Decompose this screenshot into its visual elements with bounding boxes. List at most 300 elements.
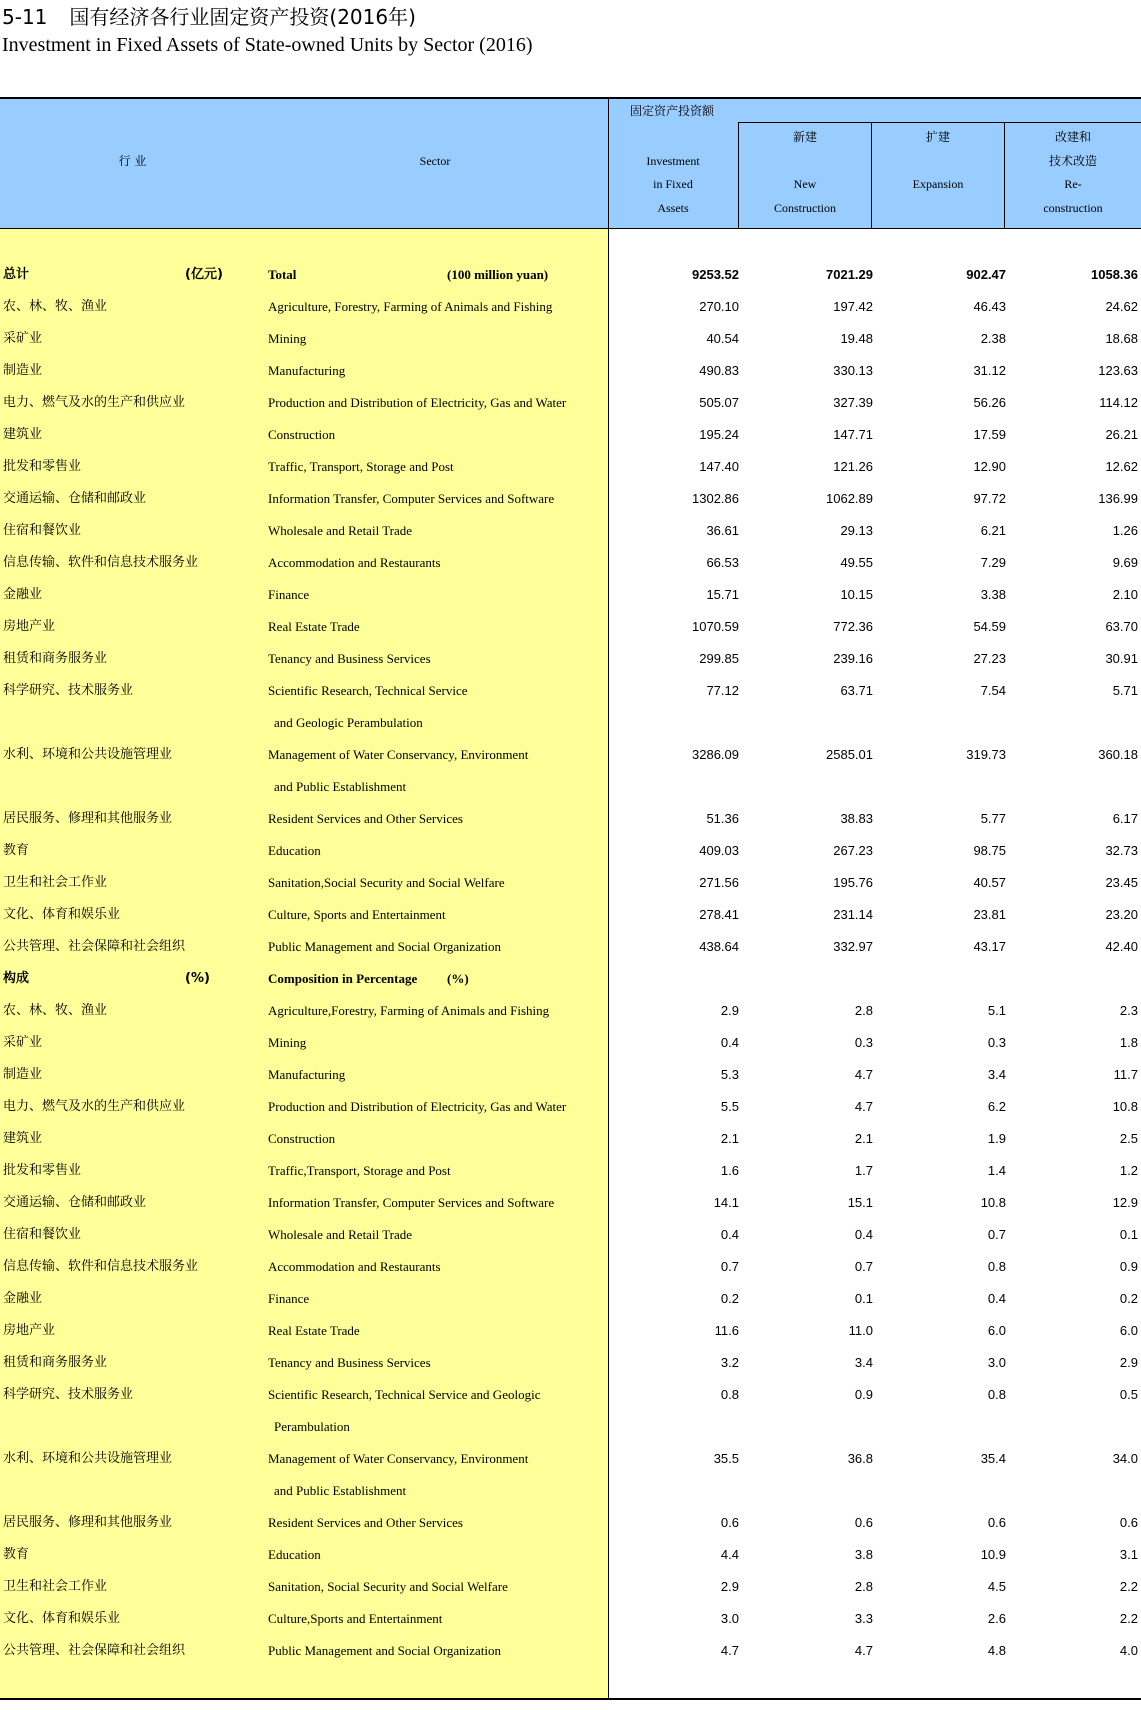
unit-cn: (亿元) (185, 267, 223, 282)
header-sector-cn: 行 业 (118, 154, 147, 168)
value-investment: 147.40 (699, 459, 739, 474)
table-row (0, 643, 1141, 675)
sector-en: Public Management and Social Organization (268, 939, 501, 954)
value-reconstruction: 4.0 (1119, 1643, 1138, 1658)
value-new-construction: 2585.01 (826, 747, 873, 762)
sector-cn: 水利、环境和公共设施管理业 (3, 747, 173, 762)
value-expansion: 902.47 (966, 267, 1006, 282)
value-investment: 1.6 (720, 1163, 739, 1178)
value-investment: 51.36 (706, 811, 739, 826)
sector-en: Traffic,Transport, Storage and Post (268, 1163, 451, 1178)
value-reconstruction: 23.20 (1105, 907, 1138, 922)
value-reconstruction: 0.1 (1119, 1227, 1138, 1242)
sector-en: Information Transfer, Computer Services and Software (268, 1195, 555, 1210)
value-new-construction: 330.13 (833, 363, 873, 378)
value-new-construction: 4.7 (854, 1643, 873, 1658)
header-divider (871, 122, 872, 228)
sector-cn: 教育 (3, 1547, 30, 1562)
title-cn-text: 国有经济各行业固定资产投资(2016年) (69, 5, 416, 29)
value-reconstruction: 2.5 (1119, 1131, 1138, 1146)
table-row (0, 675, 1141, 707)
table-row (0, 1091, 1141, 1123)
value-investment: 505.07 (699, 395, 739, 410)
value-expansion: 0.4 (987, 1291, 1006, 1306)
value-new-construction: 10.15 (840, 587, 873, 602)
header-col4-en1: Re- (1064, 177, 1082, 191)
sector-cn: 公共管理、社会保障和社会组织 (3, 939, 186, 954)
table-number: 5-11 (2, 5, 48, 29)
value-reconstruction: 3.1 (1119, 1547, 1138, 1562)
table-row (0, 259, 1141, 291)
value-expansion: 43.17 (973, 939, 1006, 954)
table-row (0, 1315, 1141, 1347)
value-reconstruction: 11.7 (1113, 1067, 1138, 1082)
group-underline (738, 122, 1141, 123)
value-expansion: 3.38 (980, 587, 1006, 602)
sector-en: Real Estate Trade (268, 619, 360, 634)
sector-en: Tenancy and Business Services (268, 1355, 431, 1370)
sector-en: Mining (268, 331, 307, 346)
value-expansion: 4.5 (987, 1579, 1006, 1594)
value-investment: 5.3 (720, 1067, 739, 1082)
sector-en: Construction (268, 427, 336, 442)
value-expansion: 40.57 (973, 875, 1006, 890)
value-new-construction: 4.7 (854, 1067, 873, 1082)
value-reconstruction: 34.0 (1112, 1451, 1138, 1466)
value-investment: 271.56 (699, 875, 739, 890)
value-reconstruction: 2.10 (1112, 587, 1138, 602)
value-expansion: 6.21 (980, 523, 1006, 538)
sector-cn: 制造业 (3, 1067, 43, 1082)
value-expansion: 23.81 (973, 907, 1006, 922)
sector-en: Agriculture, Forestry, Farming of Animals and Fishing (268, 299, 553, 314)
sector-cn: 水利、环境和公共设施管理业 (3, 1451, 173, 1466)
value-new-construction: 3.8 (854, 1547, 873, 1562)
sector-cn: 住宿和餐饮业 (3, 1227, 82, 1242)
sector-cn: 电力、燃气及水的生产和供应业 (3, 395, 186, 410)
value-expansion: 0.3 (987, 1035, 1006, 1050)
value-expansion: 12.90 (973, 459, 1006, 474)
sector-en: Real Estate Trade (268, 1323, 360, 1338)
value-reconstruction: 30.91 (1105, 651, 1138, 666)
value-reconstruction: 10.8 (1112, 1099, 1138, 1114)
table-row (0, 515, 1141, 547)
value-expansion: 0.8 (987, 1387, 1006, 1402)
value-investment: 4.4 (720, 1547, 739, 1562)
sector-en: Sanitation, Social Security and Social Welfare (268, 1579, 508, 1594)
sector-cn: 总计 (3, 267, 30, 282)
sector-cn: 交通运输、仓储和邮政业 (3, 1195, 147, 1210)
header-col2-en2: Construction (774, 201, 836, 215)
title-en: Investment in Fixed Assets of State-owned Units by Sector (2016) (2, 34, 533, 56)
sector-en: Total (268, 267, 297, 282)
sector-cn: 住宿和餐饮业 (3, 523, 82, 538)
value-new-construction: 2.1 (854, 1131, 873, 1146)
value-new-construction: 327.39 (833, 395, 873, 410)
table-row (0, 1539, 1141, 1571)
value-expansion: 5.77 (980, 811, 1006, 826)
value-reconstruction: 2.2 (1119, 1579, 1138, 1594)
sector-cn: 构成 (3, 971, 30, 986)
header-col1-line1: Investment (646, 154, 700, 168)
table-row (0, 451, 1141, 483)
value-new-construction: 0.3 (854, 1035, 873, 1050)
table-row (0, 963, 1141, 995)
sector-cn: 卫生和社会工作业 (3, 1579, 108, 1594)
table-row (0, 1603, 1141, 1635)
sector-cn: 卫生和社会工作业 (3, 875, 108, 890)
value-investment: 2.1 (720, 1131, 739, 1146)
value-new-construction: 15.1 (847, 1195, 873, 1210)
sector-en: Perambulation (274, 1419, 350, 1434)
sector-en: Scientific Research, Technical Service and Geologic (268, 1387, 541, 1402)
value-reconstruction: 23.45 (1105, 875, 1138, 890)
value-investment: 0.4 (720, 1227, 739, 1242)
table-row (0, 1507, 1141, 1539)
table-row (0, 771, 1141, 803)
header-divider (1004, 122, 1005, 228)
sector-cn: 科学研究、技术服务业 (3, 683, 134, 698)
sector-en: Composition in Percentage (268, 971, 418, 986)
sector-en: Mining (268, 1035, 307, 1050)
table-row (0, 739, 1141, 771)
header-col4-cn1: 改建和 (1054, 130, 1091, 144)
sector-cn: 批发和零售业 (3, 459, 82, 474)
value-new-construction: 63.71 (840, 683, 873, 698)
table-row (0, 1123, 1141, 1155)
sector-en: Resident Services and Other Services (268, 811, 463, 826)
value-new-construction: 231.14 (833, 907, 873, 922)
sector-en: Production and Distribution of Electricity, Gas and Water (268, 395, 567, 410)
header-group-label: 固定资产投资额 (629, 104, 714, 118)
table-row (0, 1219, 1141, 1251)
value-investment: 3.2 (720, 1355, 739, 1370)
sector-cn: 信息传输、软件和信息技术服务业 (3, 555, 199, 570)
sector-cn: 公共管理、社会保障和社会组织 (3, 1643, 186, 1658)
sector-en: Manufacturing (268, 1067, 346, 1082)
sector-en: Accommodation and Restaurants (268, 1259, 441, 1274)
sector-cn: 房地产业 (3, 1323, 56, 1338)
value-new-construction: 0.4 (854, 1227, 873, 1242)
table-row (0, 1027, 1141, 1059)
sector-cn: 电力、燃气及水的生产和供应业 (3, 1099, 186, 1114)
value-new-construction: 2.8 (854, 1003, 873, 1018)
sector-en: Information Transfer, Computer Services and Software (268, 491, 555, 506)
value-reconstruction: 114.12 (1099, 395, 1138, 410)
value-investment: 35.5 (713, 1451, 739, 1466)
value-expansion: 10.8 (980, 1195, 1006, 1210)
unit-en: (100 million yuan) (447, 267, 549, 282)
sector-en: Accommodation and Restaurants (268, 555, 441, 570)
sector-cn: 居民服务、修理和其他服务业 (3, 1515, 173, 1530)
value-expansion: 0.7 (987, 1227, 1006, 1242)
sector-en: Public Management and Social Organization (268, 1643, 501, 1658)
sector-cn: 房地产业 (3, 619, 56, 634)
value-expansion: 6.0 (987, 1323, 1006, 1338)
sector-cn: 采矿业 (3, 331, 43, 346)
value-new-construction: 0.9 (854, 1387, 873, 1402)
table-row (0, 1379, 1141, 1411)
sector-en: Tenancy and Business Services (268, 651, 431, 666)
value-investment: 0.7 (720, 1259, 739, 1274)
table-row (0, 547, 1141, 579)
value-investment: 4.7 (720, 1643, 739, 1658)
table-row (0, 1443, 1141, 1475)
sector-cn: 金融业 (3, 1291, 43, 1306)
value-expansion: 1.9 (987, 1131, 1006, 1146)
value-expansion: 27.23 (973, 651, 1006, 666)
value-expansion: 97.72 (973, 491, 1006, 506)
value-reconstruction: 1058.36 (1091, 267, 1138, 282)
value-expansion: 5.1 (987, 1003, 1006, 1018)
table-row (0, 1475, 1141, 1507)
sector-en: Traffic, Transport, Storage and Post (268, 459, 454, 474)
value-new-construction: 2.8 (854, 1579, 873, 1594)
value-investment: 11.6 (714, 1323, 739, 1338)
sector-cn: 制造业 (3, 363, 43, 378)
sector-en: Construction (268, 1131, 336, 1146)
title-block (2, 4, 533, 58)
value-reconstruction: 2.3 (1119, 1003, 1138, 1018)
value-expansion: 7.54 (980, 683, 1006, 698)
value-new-construction: 1062.89 (826, 491, 873, 506)
table-row (0, 995, 1141, 1027)
value-new-construction: 36.8 (847, 1451, 873, 1466)
header-col3-en: Expansion (912, 177, 964, 191)
value-new-construction: 239.16 (833, 651, 873, 666)
header-col4-cn2: 技术改造 (1048, 154, 1097, 168)
value-investment: 490.83 (699, 363, 739, 378)
sector-en: Education (268, 1547, 321, 1562)
value-reconstruction: 32.73 (1105, 843, 1138, 858)
sector-en: Sanitation,Social Security and Social Welfare (268, 875, 505, 890)
value-new-construction: 121.26 (833, 459, 873, 474)
value-investment: 40.54 (706, 331, 739, 346)
value-expansion: 46.43 (973, 299, 1006, 314)
title-cn (2, 4, 533, 30)
value-investment: 2.9 (720, 1579, 739, 1594)
value-expansion: 319.73 (966, 747, 1006, 762)
table-row (0, 579, 1141, 611)
unit-en: (%) (447, 971, 469, 986)
value-investment: 270.10 (699, 299, 739, 314)
value-reconstruction: 0.2 (1119, 1291, 1138, 1306)
sector-cn: 建筑业 (3, 1131, 43, 1146)
table-row (0, 1283, 1141, 1315)
value-investment: 0.4 (720, 1035, 739, 1050)
value-reconstruction: 1.26 (1112, 523, 1138, 538)
sector-en: Education (268, 843, 321, 858)
value-reconstruction: 18.68 (1105, 331, 1138, 346)
value-new-construction: 29.13 (840, 523, 873, 538)
value-expansion: 31.12 (973, 363, 1006, 378)
value-reconstruction: 6.0 (1119, 1323, 1138, 1338)
table-row (0, 707, 1141, 739)
value-expansion: 3.4 (987, 1067, 1006, 1082)
value-expansion: 7.29 (980, 555, 1006, 570)
value-investment: 14.1 (713, 1195, 739, 1210)
sector-en: Wholesale and Retail Trade (268, 1227, 413, 1242)
value-new-construction: 197.42 (833, 299, 873, 314)
value-investment: 3286.09 (692, 747, 739, 762)
value-reconstruction: 26.21 (1105, 427, 1138, 442)
value-reconstruction: 5.71 (1112, 683, 1138, 698)
table-row (0, 291, 1141, 323)
value-investment: 9253.52 (692, 267, 739, 282)
table-row (0, 1635, 1141, 1667)
value-reconstruction: 12.9 (1112, 1195, 1138, 1210)
data-table (0, 97, 1141, 1700)
table-row (0, 355, 1141, 387)
header-bottom-rule (0, 228, 1141, 229)
header-col2-cn: 新建 (792, 130, 817, 144)
sector-cn: 金融业 (3, 587, 43, 602)
sector-cn: 科学研究、技术服务业 (3, 1387, 134, 1402)
value-investment: 0.8 (720, 1387, 739, 1402)
sector-en: and Geologic Perambulation (274, 715, 423, 730)
header-col4-en2: construction (1043, 201, 1103, 215)
sector-cn: 居民服务、修理和其他服务业 (3, 811, 173, 826)
table-row (0, 483, 1141, 515)
value-new-construction: 0.1 (854, 1291, 873, 1306)
value-reconstruction: 1.8 (1119, 1035, 1138, 1050)
sector-en: and Public Establishment (274, 779, 407, 794)
table-row (0, 419, 1141, 451)
value-expansion: 2.6 (987, 1611, 1006, 1626)
value-investment: 299.85 (699, 651, 739, 666)
value-new-construction: 147.71 (833, 427, 873, 442)
header-divider (738, 122, 739, 228)
header-col3-cn: 扩建 (925, 130, 950, 144)
table-top-rule (0, 97, 1141, 99)
sector-en: and Public Establishment (274, 1483, 407, 1498)
header-sector-en: Sector (419, 154, 451, 168)
value-new-construction: 772.36 (833, 619, 873, 634)
value-reconstruction: 12.62 (1105, 459, 1138, 474)
value-reconstruction: 0.6 (1119, 1515, 1138, 1530)
value-expansion: 0.6 (987, 1515, 1006, 1530)
sector-en: Management of Water Conservancy, Environment (268, 747, 529, 762)
value-reconstruction: 2.9 (1119, 1355, 1138, 1370)
value-investment: 15.71 (706, 587, 739, 602)
table-row (0, 899, 1141, 931)
value-expansion: 4.8 (987, 1643, 1006, 1658)
value-new-construction: 19.48 (840, 331, 873, 346)
sector-cn: 教育 (3, 843, 30, 858)
value-expansion: 0.8 (987, 1259, 1006, 1274)
sector-cn: 交通运输、仓储和邮政业 (3, 491, 147, 506)
value-investment: 409.03 (699, 843, 739, 858)
table-row (0, 1571, 1141, 1603)
sector-cn: 文化、体育和娱乐业 (3, 1611, 121, 1626)
value-new-construction: 38.83 (840, 811, 873, 826)
sector-en: Culture,Sports and Entertainment (268, 1611, 443, 1626)
value-reconstruction: 42.40 (1105, 939, 1138, 954)
table-row (0, 387, 1141, 419)
value-expansion: 98.75 (973, 843, 1006, 858)
value-reconstruction: 6.17 (1112, 811, 1138, 826)
sector-cn: 租赁和商务服务业 (3, 651, 108, 666)
value-expansion: 54.59 (973, 619, 1006, 634)
value-investment: 195.24 (699, 427, 739, 442)
table-row (0, 835, 1141, 867)
value-reconstruction: 63.70 (1105, 619, 1138, 634)
value-new-construction: 0.7 (854, 1259, 873, 1274)
header-col1-line3: Assets (657, 201, 689, 215)
value-investment: 5.5 (720, 1099, 739, 1114)
sector-en: Finance (268, 1291, 310, 1306)
sector-en: Production and Distribution of Electricity, Gas and Water (268, 1099, 567, 1114)
sector-en: Scientific Research, Technical Service (268, 683, 468, 698)
value-expansion: 10.9 (980, 1547, 1006, 1562)
sector-en: Culture, Sports and Entertainment (268, 907, 446, 922)
table-row (0, 1155, 1141, 1187)
value-reconstruction: 360.18 (1098, 747, 1138, 762)
sector-cn: 文化、体育和娱乐业 (3, 907, 121, 922)
value-expansion: 2.38 (980, 331, 1006, 346)
sector-cn: 农、林、牧、渔业 (3, 1003, 108, 1018)
value-investment: 3.0 (720, 1611, 739, 1626)
sector-cn: 租赁和商务服务业 (3, 1355, 108, 1370)
value-new-construction: 332.97 (833, 939, 873, 954)
table-bottom-rule (0, 1698, 1141, 1700)
value-new-construction: 0.6 (854, 1515, 873, 1530)
table-row (0, 931, 1141, 963)
value-reconstruction: 9.69 (1112, 555, 1138, 570)
sector-cn: 建筑业 (3, 427, 43, 442)
table-row (0, 803, 1141, 835)
value-new-construction: 3.3 (854, 1611, 873, 1626)
value-expansion: 6.2 (987, 1099, 1006, 1114)
value-investment: 438.64 (699, 939, 739, 954)
value-expansion: 35.4 (980, 1451, 1006, 1466)
unit-cn: (%) (185, 971, 210, 986)
value-new-construction: 267.23 (833, 843, 873, 858)
sector-en: Management of Water Conservancy, Environment (268, 1451, 529, 1466)
value-investment: 77.12 (706, 683, 739, 698)
sector-cn: 信息传输、软件和信息技术服务业 (3, 1259, 199, 1274)
value-expansion: 17.59 (973, 427, 1006, 442)
value-expansion: 3.0 (987, 1355, 1006, 1370)
value-new-construction: 49.55 (840, 555, 873, 570)
value-reconstruction: 136.99 (1098, 491, 1138, 506)
value-new-construction: 7021.29 (826, 267, 873, 282)
value-investment: 2.9 (720, 1003, 739, 1018)
value-investment: 1070.59 (692, 619, 739, 634)
sector-en: Manufacturing (268, 363, 346, 378)
table-row (0, 323, 1141, 355)
value-reconstruction: 24.62 (1105, 299, 1138, 314)
value-investment: 278.41 (699, 907, 739, 922)
table-row (0, 867, 1141, 899)
sector-en: Finance (268, 587, 310, 602)
value-reconstruction: 0.9 (1119, 1259, 1138, 1274)
table-row (0, 1059, 1141, 1091)
value-investment: 0.2 (720, 1291, 739, 1306)
table-row (0, 1187, 1141, 1219)
value-expansion: 56.26 (973, 395, 1006, 410)
value-investment: 36.61 (706, 523, 739, 538)
table-row (0, 1347, 1141, 1379)
value-reconstruction: 2.2 (1119, 1611, 1138, 1626)
table-row (0, 611, 1141, 643)
header-col2-en1: New (793, 177, 817, 191)
value-investment: 1302.86 (692, 491, 739, 506)
sector-en: Wholesale and Retail Trade (268, 523, 413, 538)
value-expansion: 1.4 (987, 1163, 1006, 1178)
sector-cn: 农、林、牧、渔业 (3, 299, 108, 314)
header-col1-line2: in Fixed (653, 177, 693, 191)
